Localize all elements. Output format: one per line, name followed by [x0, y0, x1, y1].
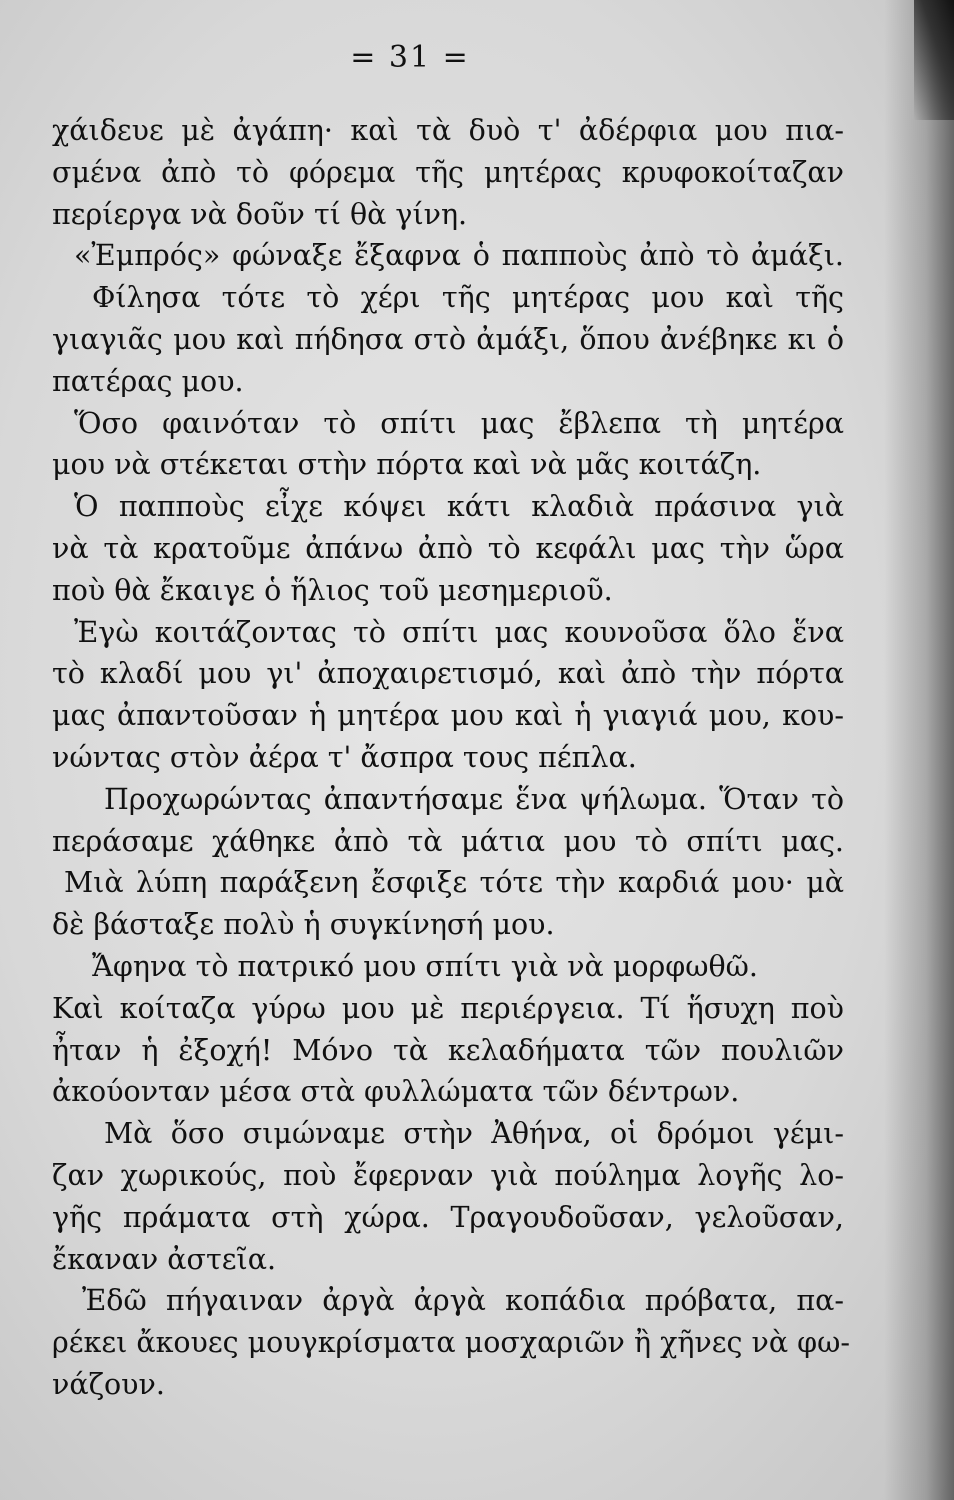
body-text: [52, 110, 850, 1406]
text-line: νώντας στὸν ἀέρα τ' ἄσπρα τους πέπλα.: [52, 740, 637, 774]
text-line: Ὅσο φαινόταν τὸ σπίτι μας ἔβλεπα τὴ μητέρα: [74, 406, 844, 440]
text-line: «Ἐμπρός» φώναξε ἔξαφνα ὁ παπποὺς ἀπὸ τὸ ἀμάξι.: [74, 239, 844, 273]
text-line: ἔκαναν ἀστεῖα.: [52, 1242, 277, 1276]
text-line: μας ἀπαντοῦσαν ἡ μητέρα μου καὶ ἡ γιαγιά μου, κου-: [52, 699, 844, 733]
text-line: γιαγιᾶς μου καὶ πήδησα στὸ ἀμάξι, ὅπου ἀνέβηκε κι ὁ: [52, 322, 844, 356]
text-line: περίεργα νὰ δοῦν τί θὰ γίνη.: [52, 197, 468, 231]
text-line: Ὁ παπποὺς εἶχε κόψει κάτι κλαδιὰ πράσινα γιὰ: [74, 490, 844, 524]
text-line: ζαν χωρικούς, ποὺ ἔφερναν γιὰ πούλημα λογῆς λο-: [52, 1158, 844, 1192]
text-line: ἀκούονταν μέσα στὰ φυλλώματα τῶν δέντρων.: [52, 1075, 740, 1109]
text-line: νάζουν.: [52, 1367, 165, 1401]
page-number: = 31 =: [350, 40, 470, 75]
text-line: Φίλησα τότε τὸ χέρι τῆς μητέρας μου καὶ τῆς: [92, 281, 844, 315]
text-line: πατέρας μου.: [52, 364, 244, 398]
text-line: τὸ κλαδί μου γι' ἀποχαιρετισμό, καὶ ἀπὸ τὴν πόρτα: [52, 657, 844, 691]
text-line: Ἐγὼ κοιτάζοντας τὸ σπίτι μας κουνοῦσα ὅλο ἕνα: [74, 615, 844, 649]
text-line: νὰ τὰ κρατοῦμε ἀπάνω ἀπὸ τὸ κεφάλι μας τὴν ὥρα: [52, 531, 844, 565]
text-line: ἦταν ἡ ἐξοχή! Μόνο τὰ κελαδήματα τῶν πουλιῶν: [52, 1033, 844, 1067]
text-line: ρέκει ἄκουες μουγκρίσματα μοσχαριῶν ἢ χῆνες νὰ φω-: [52, 1326, 850, 1360]
text-line: Μὰ ὅσο σιμώναμε στὴν Ἀθήνα, οἱ δρόμοι γέμι-: [104, 1117, 844, 1151]
text-line: χάιδευε μὲ ἀγάπη· καὶ τὰ δυὸ τ' ἀδέρφια μου πια-: [52, 114, 844, 147]
text-line: Καὶ κοίταζα γύρω μου μὲ περιέργεια. Τί ἥσυχη ποὺ: [52, 991, 844, 1025]
text-line: Μιὰ λύπη παράξενη ἔσφιξε τότε τὴν καρδιά μου· μὰ: [64, 866, 844, 900]
text-line: δὲ βάσταξε πολὺ ἡ συγκίνησή μου.: [52, 908, 555, 942]
page-corner-shadow: [914, 0, 954, 120]
text-line: Προχωρώντας ἀπαντήσαμε ἕνα ψήλωμα. Ὅταν τὸ: [104, 782, 844, 816]
text-line: μου νὰ στέκεται στὴν πόρτα καὶ νὰ μᾶς κοιτάζη.: [52, 448, 762, 482]
text-line: Ἄφηνα τὸ πατρικό μου σπίτι γιὰ νὰ μορφωθῶ.: [92, 949, 758, 983]
text-line: Ἐδῶ πήγαιναν ἀργὰ ἀργὰ κοπάδια πρόβατα, πα-: [82, 1284, 844, 1318]
text-line: περάσαμε χάθηκε ἀπὸ τὰ μάτια μου τὸ σπίτι μας.: [52, 824, 844, 858]
text-line: σμένα ἀπὸ τὸ φόρεμα τῆς μητέρας κρυφοκοίταζαν: [52, 155, 844, 189]
text-line: γῆς πράματα στὴ χώρα. Τραγουδοῦσαν, γελοῦσαν,: [52, 1200, 844, 1234]
text-line: ποὺ θὰ ἔκαιγε ὁ ἥλιος τοῦ μεσημεριοῦ.: [52, 573, 613, 607]
page-edge-shadow: [884, 0, 954, 1500]
